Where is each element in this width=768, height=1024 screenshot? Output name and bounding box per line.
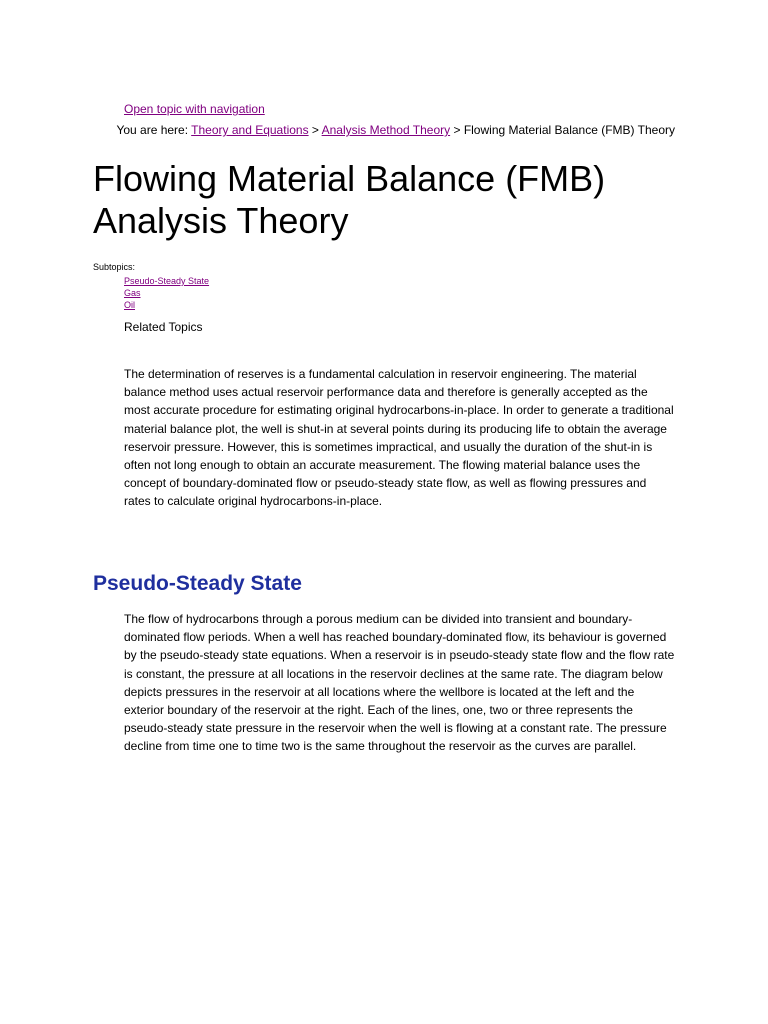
breadcrumb-current: Flowing Material Balance (FMB) Theory	[463, 123, 675, 137]
intro-paragraph: The determination of reserves is a fundamental calculation in reservoir engineering. The material balance method uses actual reservoir performance data and therefore is generally accepted as the most accurate procedure for estimating original hydrocarbons-in-place. In order to generate a traditional material balance plot, the well is shut-in at several points during its producing life to obtain the average reservoir pressure. However, this is sometimes impractical, and usually the duration of the shut-in is often not long enough to obtain an accurate measurement. The flowing material balance uses the concept of boundary-dominated flow or pseudo-steady state flow, as well as flowing pressures and rates to calculate original hydrocarbons-in-place.	[124, 367, 674, 509]
breadcrumb-link-theory-and-equations[interactable]: Theory and Equations	[191, 123, 309, 137]
subtopic-link-pseudo-steady-state[interactable]: Pseudo-Steady State	[124, 276, 210, 286]
subtopic-link-oil[interactable]: Oil	[124, 300, 135, 310]
subtopic-link-gas[interactable]: Gas	[124, 288, 141, 298]
section-heading-pseudo-steady-state: Pseudo-Steady State	[93, 572, 302, 595]
pseudo-steady-state-paragraph: The flow of hydrocarbons through a porous medium can be divided into transient and boundary-dominated flow periods. When a well has reached boundary-dominated flow, its behaviour is governed by the pseudo-steady state equations. When a reservoir is in pseudo-steady state flow and the flow rate is constant, the pressure at all locations in the reservoir declines at the same rate. The diagram below depicts pressures in the reservoir at all locations where the wellbore is located at the left and the exterior boundary of the reservoir at the right. Each of the lines, one, two or three represents the pseudo-steady state pressure in the reservoir when the well is flowing at a constant rate. The pressure decline from time one to time two is the same throughout the reservoir as the curves are parallel.	[124, 612, 675, 754]
subtopic-list	[124, 275, 209, 311]
subtopic-item	[124, 287, 209, 299]
open-topic-navigation-link[interactable]: Open topic with navigation	[124, 102, 265, 116]
breadcrumb-prefix: You are here:	[116, 123, 192, 137]
breadcrumb-separator: >	[308, 123, 322, 137]
breadcrumb-separator: >	[450, 123, 464, 137]
breadcrumb-link-analysis-method-theory[interactable]: Analysis Method Theory	[321, 123, 451, 137]
related-topics-button[interactable]: Related Topics	[124, 320, 203, 334]
subtopic-item	[124, 275, 209, 287]
subtopics-label: Subtopics:	[93, 262, 136, 272]
page-title: Flowing Material Balance (FMB) Analysis Theory	[93, 158, 606, 241]
subtopic-item	[124, 299, 209, 311]
breadcrumb	[95, 123, 675, 138]
